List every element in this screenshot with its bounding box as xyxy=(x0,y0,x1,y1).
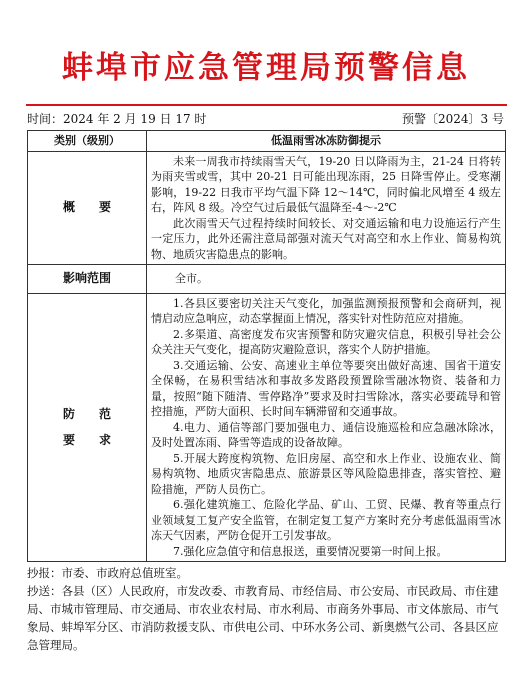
scope-value: 全市。 xyxy=(147,265,506,294)
cc-send-line: 抄报：市委、市政府总值班室。 xyxy=(27,566,188,580)
measures-row xyxy=(28,293,506,562)
title-divider xyxy=(26,104,507,106)
measure-item: 2.多渠道、高密度发布灾害预警和防灾避灾信息，积极引导社会公众关注天气变化，提高防灾避险意识，落实个人防护措施。 xyxy=(151,327,501,356)
measures-label-char-4: 求 xyxy=(99,433,112,448)
warning-number: 预警〔2024〕3 号 xyxy=(402,112,504,126)
measure-item: 5.开展大跨度构筑物、危旧房屋、高空和水上作业、设施农业、简易构筑物、地质灾害隐患点、旅游景区等风险隐患排查，落实管控、避险措施，严防人员伤亡。 xyxy=(151,451,501,496)
distribution-list xyxy=(27,564,509,654)
overview-label-char-2: 要 xyxy=(99,200,112,214)
cc-copy-line: 抄送：各县（区）人民政府，市发改委、市教育局、市经信局、市公安局、市民政局、市住建局、市城市管理局、市交通局、市农业农村局、市水利局、市商务外事局、市文体旅局、市气象局、蚌埠军分区、市消防救援支队、市供电公司、中环水务公司、新奥燃气公司、各县区应急管理局。 xyxy=(27,584,499,652)
issue-time: 时间：2024 年 2 月 19 日 17 时 xyxy=(27,112,207,126)
overview-content xyxy=(147,151,506,265)
scope-row xyxy=(28,265,506,294)
measures-label-char-2: 范 xyxy=(99,407,112,422)
measure-item: 4.电力、通信等部门要加强电力、通信设施巡检和应急融冰除冰，及时处置冻雨、降雪等造成的设备故障。 xyxy=(151,420,501,449)
warning-title-header: 低温雨雪冰冻防御提示 xyxy=(147,131,506,152)
document-title: 蚌埠市应急管理局预警信息 xyxy=(62,50,470,86)
overview-label xyxy=(28,151,147,265)
overview-label-char-1: 概 xyxy=(62,200,75,214)
measures-label-char-1: 防 xyxy=(62,407,75,422)
table-header-row xyxy=(28,131,506,152)
measures-label xyxy=(28,293,147,562)
measure-item: 3.交通运输、公安、高速业主单位等要突出做好高速、国省干道安全保畅，在易积雪结冰和事故多发路段预置除雪融冰物资、装备和力量，按照“随下随清、雪停路净”要求及时扫雪除冰，落实必要疏导和管控措施，严防大面积、长时间车辆滞留和交通事故。 xyxy=(151,358,501,418)
measures-content xyxy=(147,293,506,562)
category-header: 类别（级别） xyxy=(28,131,147,152)
measure-item: 6.强化建筑施工、危险化学品、矿山、工贸、民爆、教育等重点行业领域复工复产安全监管，在制定复工复产方案时充分考虑低温雨雪冰冻天气因素，严防仓促开工引发事故。 xyxy=(151,498,501,542)
overview-paragraph: 未来一周我市持续雨雪天气，19-20 日以降雨为主，21-24 日将转为雨夹雪或雪，其中 20-21 日可能出现冻雨，25 日降雪停止。受寒潮影响，19-22 日我市平均气温下降 12～14℃，同时偏北风增至 4 级左右，阵风 8 级。冷空气过后最低气温降至-4～-2℃ xyxy=(151,154,501,214)
measure-item: 1.各县区要密切关注天气变化，加强监测预报预警和会商研判，视情启动应急响应，动态掌握面上情况，落实针对性防范应对措施。 xyxy=(151,296,501,325)
overview-row xyxy=(28,151,506,265)
overview-paragraph: 此次雨雪天气过程持续时间较长、对交通运输和电力设施运行产生一定压力，此外还需注意局部强对流天气对高空和水上作业、简易构筑物、地质灾害隐患点的影响。 xyxy=(151,216,501,261)
warning-table xyxy=(27,130,506,562)
scope-label: 影响范围 xyxy=(28,265,147,294)
measures-label-char-3: 要 xyxy=(62,433,75,448)
measure-item: 7.强化应急值守和信息报送，重要情况要第一时间上报。 xyxy=(173,544,448,558)
